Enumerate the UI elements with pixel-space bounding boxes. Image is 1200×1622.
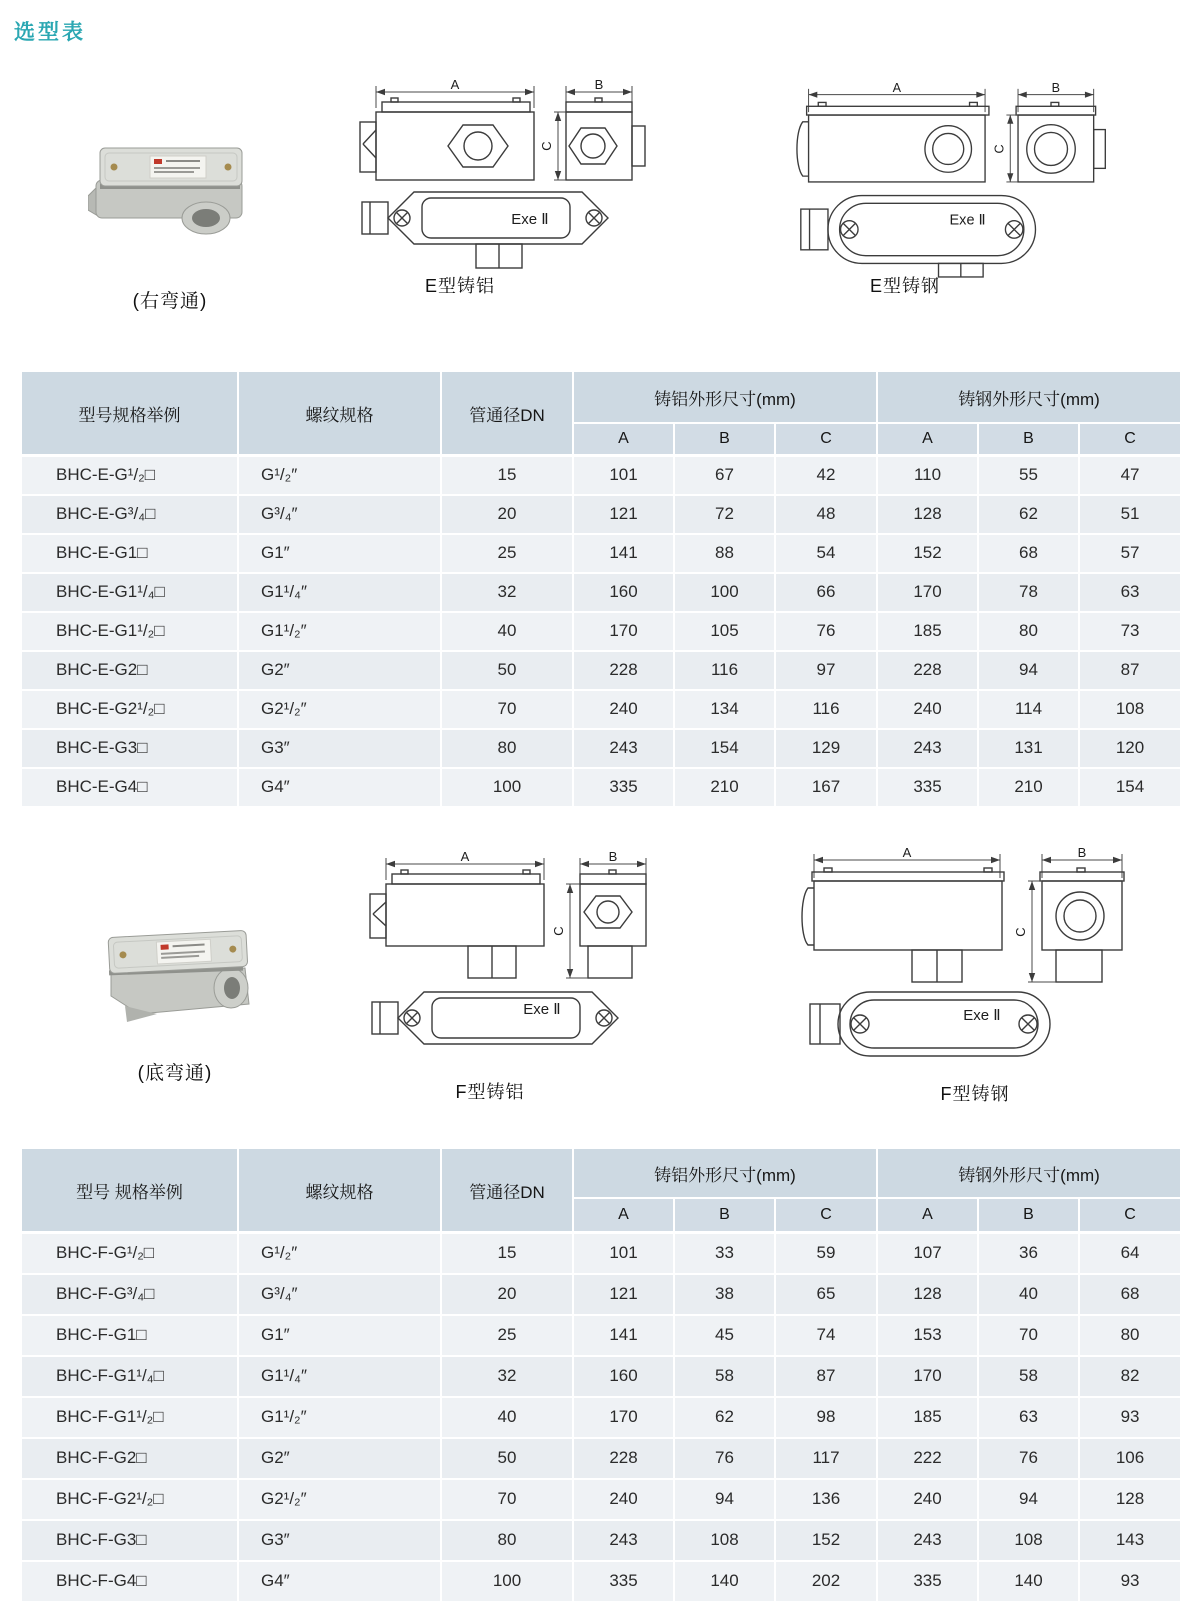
- table-cell: BHC-E-G1□: [21, 534, 238, 573]
- table-row: [21, 612, 1181, 651]
- table-cell: 25: [441, 1315, 573, 1356]
- column-header-model: 型号规格举例: [21, 371, 238, 456]
- table-cell: 98: [775, 1397, 877, 1438]
- table-cell: 78: [978, 573, 1079, 612]
- table-cell: BHC-E-G4□: [21, 768, 238, 807]
- table-cell: 228: [877, 651, 978, 690]
- table-cell: G4″: [238, 768, 441, 807]
- dim-b-label: B: [608, 849, 618, 864]
- lid: [392, 874, 540, 884]
- table-cell: 73: [1079, 612, 1181, 651]
- table-cell: G³/₄″: [238, 1274, 441, 1315]
- table-cell: BHC-E-G2¹/₂□: [21, 690, 238, 729]
- table-cell: 243: [573, 729, 674, 768]
- spec-table-f-type: [20, 1147, 1182, 1603]
- table-cell: 68: [978, 534, 1079, 573]
- table-cell: 116: [674, 651, 775, 690]
- outlet-stub: [588, 946, 632, 978]
- table-cell: 210: [674, 768, 775, 807]
- table-cell: BHC-E-G¹/₂□: [21, 456, 238, 495]
- table-cell: 107: [877, 1233, 978, 1274]
- table-cell: 87: [775, 1356, 877, 1397]
- table-cell: 335: [573, 1561, 674, 1602]
- table-cell: 63: [978, 1397, 1079, 1438]
- exe-marking: Exe Ⅱ: [949, 212, 986, 229]
- table-cell: BHC-F-G2□: [21, 1438, 238, 1479]
- table-cell: 74: [775, 1315, 877, 1356]
- table-cell: 108: [1079, 690, 1181, 729]
- table-cell: 128: [877, 495, 978, 534]
- table-cell: 72: [674, 495, 775, 534]
- table-cell: 93: [1079, 1397, 1181, 1438]
- table-row: [21, 456, 1181, 495]
- table-cell: 153: [877, 1315, 978, 1356]
- table-cell: G3″: [238, 1520, 441, 1561]
- table-cell: 54: [775, 534, 877, 573]
- table-row: [21, 1274, 1181, 1315]
- table-cell: 120: [1079, 729, 1181, 768]
- dim-b-label: B: [594, 77, 604, 92]
- table-body: [21, 1233, 1181, 1602]
- table-cell: 40: [978, 1274, 1079, 1315]
- gland-round: [1056, 892, 1104, 940]
- table-cell: BHC-E-G3□: [21, 729, 238, 768]
- drawing-label: F型铸铝: [455, 1082, 525, 1102]
- table-cell: 25: [441, 534, 573, 573]
- table-cell: G³/₄″: [238, 495, 441, 534]
- cover-plate: [388, 192, 608, 244]
- table-cell: 154: [674, 729, 775, 768]
- cover-plate: [838, 992, 1050, 1056]
- table-cell: 100: [674, 573, 775, 612]
- table-row: [21, 651, 1181, 690]
- table-cell: G¹/₂″: [238, 456, 441, 495]
- table-cell: 152: [877, 534, 978, 573]
- sticker-text-line: [166, 160, 200, 162]
- table-cell: 36: [978, 1233, 1079, 1274]
- table-cell: 15: [441, 456, 573, 495]
- table-cell: 50: [441, 651, 573, 690]
- table-cell: 101: [573, 1233, 674, 1274]
- dim-c-label: C: [539, 141, 554, 151]
- sub-header: B: [674, 423, 775, 456]
- table-row: [21, 1315, 1181, 1356]
- table-cell: BHC-F-G4□: [21, 1561, 238, 1602]
- table-cell: G1″: [238, 534, 441, 573]
- table-cell: 210: [978, 768, 1079, 807]
- table-cell: 88: [674, 534, 775, 573]
- table-row: [21, 534, 1181, 573]
- table-cell: 15: [441, 1233, 573, 1274]
- dim-b-label: B: [1051, 80, 1061, 95]
- dim-a-label: A: [902, 845, 912, 860]
- column-header-thread: 螺纹规格: [238, 1148, 441, 1233]
- dim-c-label: C: [992, 144, 1007, 154]
- table-cell: 47: [1079, 456, 1181, 495]
- table-cell: 33: [674, 1233, 775, 1274]
- table-cell: 116: [775, 690, 877, 729]
- table-cell: 62: [978, 495, 1079, 534]
- hub: [801, 209, 828, 250]
- hub: [797, 122, 809, 176]
- table-cell: 167: [775, 768, 877, 807]
- drawing-f-steel: [800, 845, 1130, 1065]
- table-cell: 240: [877, 690, 978, 729]
- sub-header: C: [1079, 423, 1181, 456]
- group-header-steel: 铸钢外形尺寸(mm): [877, 371, 1181, 423]
- table-cell: G3″: [238, 729, 441, 768]
- table-cell: 76: [775, 612, 877, 651]
- photo-outlet-hole: [224, 977, 240, 999]
- photo-caption: (右弯通): [132, 291, 208, 312]
- table-cell: BHC-E-G³/₄□: [21, 495, 238, 534]
- table-cell: 50: [441, 1438, 573, 1479]
- table-cell: 131: [978, 729, 1079, 768]
- table-row: [21, 573, 1181, 612]
- table-cell: 106: [1079, 1438, 1181, 1479]
- table-cell: 87: [1079, 651, 1181, 690]
- table-cell: 185: [877, 612, 978, 651]
- dim-c-label: C: [551, 926, 566, 936]
- table-cell: 40: [441, 1397, 573, 1438]
- table-cell: 136: [775, 1479, 877, 1520]
- table-cell: 58: [978, 1356, 1079, 1397]
- table-cell: 32: [441, 573, 573, 612]
- sticker-text-line: [154, 171, 194, 173]
- body: [814, 881, 1002, 950]
- table-cell: 20: [441, 495, 573, 534]
- table-cell: 141: [573, 534, 674, 573]
- table-cell: 62: [674, 1397, 775, 1438]
- table-row: [21, 1397, 1181, 1438]
- table-cell: 243: [573, 1520, 674, 1561]
- table-cell: 243: [877, 1520, 978, 1561]
- table-cell: 76: [674, 1438, 775, 1479]
- table-cell: 38: [674, 1274, 775, 1315]
- table-cell: 110: [877, 456, 978, 495]
- hub: [802, 888, 814, 945]
- dim-a-label: A: [450, 77, 460, 92]
- table-cell: 134: [674, 690, 775, 729]
- body: [809, 115, 985, 182]
- table-cell: 67: [674, 456, 775, 495]
- table-cell: BHC-E-G2□: [21, 651, 238, 690]
- sub-header: C: [775, 1198, 877, 1233]
- outlet-stub: [1056, 950, 1102, 982]
- table-cell: 68: [1079, 1274, 1181, 1315]
- table-cell: 64: [1079, 1233, 1181, 1274]
- product-photo-image: [95, 924, 263, 1026]
- product-photo-right-bend: [88, 140, 258, 245]
- hub: [372, 1002, 398, 1034]
- hub: [360, 122, 376, 172]
- lid: [382, 102, 530, 112]
- photo-outlet-hole: [192, 209, 220, 227]
- sub-header: B: [674, 1198, 775, 1233]
- sub-header: A: [573, 423, 674, 456]
- exe-marking: Exe Ⅱ: [523, 1001, 561, 1018]
- dim-b-label: B: [1077, 845, 1087, 860]
- table-row: [21, 1356, 1181, 1397]
- table-cell: 70: [441, 1479, 573, 1520]
- hub: [632, 126, 645, 166]
- table-cell: 93: [1079, 1561, 1181, 1602]
- table-cell: 170: [877, 1356, 978, 1397]
- table-cell: 128: [1079, 1479, 1181, 1520]
- table-cell: G1¹/₄″: [238, 573, 441, 612]
- table-cell: 152: [775, 1520, 877, 1561]
- table-cell: 51: [1079, 495, 1181, 534]
- table-cell: 32: [441, 1356, 573, 1397]
- table-cell: 335: [877, 768, 978, 807]
- table-cell: 143: [1079, 1520, 1181, 1561]
- table-cell: 228: [573, 1438, 674, 1479]
- drawing-label: E型铸钢: [869, 276, 940, 296]
- table-row: [21, 729, 1181, 768]
- page-title: 选型表: [14, 21, 86, 44]
- table-cell: G1″: [238, 1315, 441, 1356]
- product-photo-bottom-bend: [95, 924, 263, 1031]
- table-cell: 58: [674, 1356, 775, 1397]
- table-cell: 94: [978, 651, 1079, 690]
- table-row: [21, 1233, 1181, 1274]
- table-cell: 240: [573, 1479, 674, 1520]
- table-cell: 121: [573, 495, 674, 534]
- table-cell: 240: [877, 1479, 978, 1520]
- table-row: [21, 768, 1181, 807]
- table-cell: 80: [441, 1520, 573, 1561]
- table-cell: 63: [1079, 573, 1181, 612]
- sub-header: A: [573, 1198, 674, 1233]
- table-cell: 335: [877, 1561, 978, 1602]
- table-cell: 129: [775, 729, 877, 768]
- column-header-dn: 管通径DN: [441, 1148, 573, 1233]
- drawing-label: F型铸钢: [940, 1084, 1010, 1104]
- drawing-label: E型铸铝: [424, 276, 495, 296]
- spec-table-e-type: [20, 370, 1182, 808]
- table-cell: 40: [441, 612, 573, 651]
- hub: [1094, 130, 1106, 169]
- hub: [370, 894, 386, 938]
- table-cell: 114: [978, 690, 1079, 729]
- table-cell: BHC-E-G1¹/₂□: [21, 612, 238, 651]
- group-header-aluminum: 铸铝外形尺寸(mm): [573, 371, 877, 423]
- table-row: [21, 1561, 1181, 1602]
- table-cell: 20: [441, 1274, 573, 1315]
- sub-header: C: [1079, 1198, 1181, 1233]
- table-cell: 100: [441, 1561, 573, 1602]
- table-cell: 108: [978, 1520, 1079, 1561]
- table-cell: 240: [573, 690, 674, 729]
- table-cell: 55: [978, 456, 1079, 495]
- table-cell: BHC-F-G1¹/₄□: [21, 1356, 238, 1397]
- table-cell: BHC-F-G³/₄□: [21, 1274, 238, 1315]
- table-cell: G2¹/₂″: [238, 1479, 441, 1520]
- group-header-steel: 铸钢外形尺寸(mm): [877, 1148, 1181, 1198]
- hub: [810, 1004, 840, 1044]
- table-row: [21, 1479, 1181, 1520]
- table-cell: 82: [1079, 1356, 1181, 1397]
- table-cell: 185: [877, 1397, 978, 1438]
- table-cell: 105: [674, 612, 775, 651]
- table-cell: 170: [573, 1397, 674, 1438]
- table-cell: 160: [573, 1356, 674, 1397]
- table-cell: 70: [441, 690, 573, 729]
- gland-round: [925, 126, 972, 173]
- table-cell: G2″: [238, 651, 441, 690]
- table-cell: BHC-F-G1□: [21, 1315, 238, 1356]
- sub-header: C: [775, 423, 877, 456]
- table-row: [21, 495, 1181, 534]
- table-row: [21, 690, 1181, 729]
- table-cell: G2¹/₂″: [238, 690, 441, 729]
- table-cell: 76: [978, 1438, 1079, 1479]
- table-cell: 160: [573, 573, 674, 612]
- table-cell: BHC-F-G3□: [21, 1520, 238, 1561]
- table-cell: 154: [1079, 768, 1181, 807]
- table-cell: BHC-F-G2¹/₂□: [21, 1479, 238, 1520]
- table-cell: 66: [775, 573, 877, 612]
- table-cell: 42: [775, 456, 877, 495]
- table-cell: 141: [573, 1315, 674, 1356]
- table-cell: 101: [573, 456, 674, 495]
- exe-marking: Exe Ⅱ: [511, 211, 549, 228]
- dim-c-label: C: [1013, 927, 1028, 937]
- table-cell: 140: [978, 1561, 1079, 1602]
- sub-header: A: [877, 1198, 978, 1233]
- table-cell: 128: [877, 1274, 978, 1315]
- column-header-model: 型号 规格举例: [21, 1148, 238, 1233]
- drawing-f-aluminum: [370, 849, 655, 1062]
- table-cell: 59: [775, 1233, 877, 1274]
- table-cell: G1¹/₂″: [238, 1397, 441, 1438]
- table-cell: 65: [775, 1274, 877, 1315]
- table-cell: 57: [1079, 534, 1181, 573]
- table-cell: BHC-F-G1¹/₂□: [21, 1397, 238, 1438]
- table-body: [21, 456, 1181, 807]
- lid: [812, 872, 1004, 881]
- table-cell: 121: [573, 1274, 674, 1315]
- table-cell: 222: [877, 1438, 978, 1479]
- table-cell: 170: [877, 573, 978, 612]
- hub: [362, 202, 388, 234]
- body: [386, 884, 544, 946]
- table-cell: G1¹/₄″: [238, 1356, 441, 1397]
- sticker-logo: [154, 159, 162, 164]
- drawing-e-aluminum: [360, 77, 645, 277]
- table-cell: G4″: [238, 1561, 441, 1602]
- drawing-e-steel: [795, 80, 1115, 285]
- dim-a-label: A: [460, 849, 470, 864]
- table-cell: 94: [978, 1479, 1079, 1520]
- table-cell: 108: [674, 1520, 775, 1561]
- table-cell: 170: [573, 612, 674, 651]
- sub-header: A: [877, 423, 978, 456]
- screw-icon: [225, 164, 232, 171]
- table-cell: 243: [877, 729, 978, 768]
- table-cell: 140: [674, 1561, 775, 1602]
- table-cell: 335: [573, 768, 674, 807]
- table-cell: 94: [674, 1479, 775, 1520]
- sticker-logo: [160, 944, 168, 949]
- table-cell: 80: [1079, 1315, 1181, 1356]
- table-cell: 228: [573, 651, 674, 690]
- column-header-dn: 管通径DN: [441, 371, 573, 456]
- column-header-thread: 螺纹规格: [238, 371, 441, 456]
- table-cell: G1¹/₂″: [238, 612, 441, 651]
- cover-plate: [828, 196, 1036, 264]
- body: [376, 112, 534, 180]
- table-cell: 70: [978, 1315, 1079, 1356]
- cover-plate: [398, 992, 618, 1044]
- dim-a-label: A: [892, 80, 902, 95]
- group-header-aluminum: 铸铝外形尺寸(mm): [573, 1148, 877, 1198]
- sub-header: B: [978, 1198, 1079, 1233]
- lid: [807, 106, 989, 115]
- photo-caption: (底弯通): [137, 1063, 213, 1084]
- table-cell: 97: [775, 651, 877, 690]
- table-cell: 80: [978, 612, 1079, 651]
- table-cell: 117: [775, 1438, 877, 1479]
- exe-marking: Exe Ⅱ: [963, 1007, 1001, 1024]
- sticker-text-line: [154, 167, 200, 169]
- table-cell: G2″: [238, 1438, 441, 1479]
- table-cell: 202: [775, 1561, 877, 1602]
- table-row: [21, 1520, 1181, 1561]
- table-cell: BHC-E-G1¹/₄□: [21, 573, 238, 612]
- sub-header: B: [978, 423, 1079, 456]
- table-row: [21, 1438, 1181, 1479]
- table-cell: 100: [441, 768, 573, 807]
- table-cell: G¹/₂″: [238, 1233, 441, 1274]
- table-cell: 45: [674, 1315, 775, 1356]
- table-cell: BHC-F-G¹/₂□: [21, 1233, 238, 1274]
- table-cell: 80: [441, 729, 573, 768]
- table-cell: 48: [775, 495, 877, 534]
- product-photo-image: [88, 140, 258, 240]
- screw-icon: [111, 164, 118, 171]
